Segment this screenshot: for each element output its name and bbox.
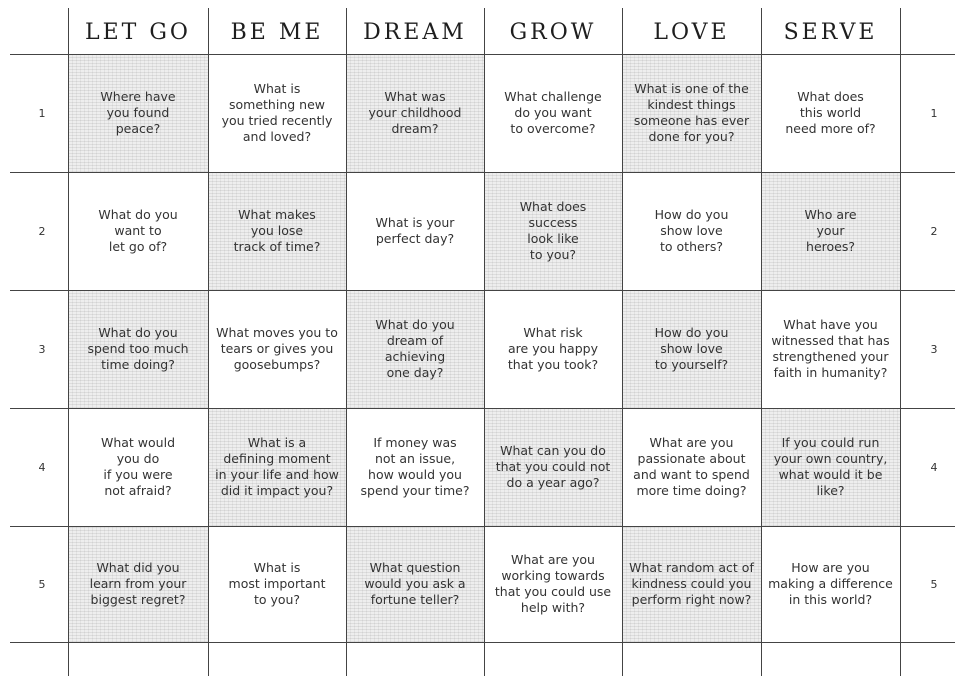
question-text: What are you working towards that you could use help with?: [494, 552, 612, 615]
question-cell: [208, 526, 346, 642]
column-header: DREAM: [363, 19, 467, 45]
question-cell: [484, 172, 622, 290]
question-cell: [484, 526, 622, 642]
question-cell: [208, 172, 346, 290]
question-text: What is one of the kindest things someone has ever done for you?: [633, 81, 750, 144]
question-text: What do you dream of achieving one day?: [375, 317, 455, 380]
grid-line-horizontal: [10, 54, 955, 55]
question-text: What have you witnessed that has strengthened your faith in humanity?: [771, 317, 890, 380]
question-cell: [622, 408, 761, 526]
question-text: How do you show love to others?: [654, 207, 729, 254]
question-cell: [68, 54, 208, 172]
question-text: Who are your heroes?: [804, 207, 857, 254]
question-cell: [68, 172, 208, 290]
question-text: What do you spend too much time doing?: [87, 325, 189, 372]
grid-line-vertical: [68, 8, 69, 676]
grid-line-vertical: [761, 8, 762, 676]
grid-line-horizontal: [10, 172, 955, 173]
question-text: If money was not an issue, how would you spend your time?: [360, 435, 470, 498]
question-text: What does this world need more of?: [785, 89, 876, 136]
column-header: BE ME: [230, 19, 324, 45]
question-cell: [761, 290, 900, 408]
question-cell: [622, 526, 761, 642]
question-text: What risk are you happy that you took?: [507, 325, 599, 372]
question-cell: [346, 408, 484, 526]
question-cell: [622, 290, 761, 408]
question-text: Where have you found peace?: [100, 89, 176, 136]
question-text: What can you do that you could not do a year ago?: [495, 443, 611, 490]
question-text: What did you learn from your biggest regret?: [89, 560, 187, 607]
grid-line-horizontal: [10, 408, 955, 409]
question-cell: [68, 408, 208, 526]
row-number-left: 4: [38, 460, 46, 474]
column-header: GROW: [509, 19, 597, 45]
question-text: What was your childhood dream?: [368, 89, 462, 136]
question-text: What moves you to tears or gives you goosebumps?: [216, 325, 338, 372]
grid-line-horizontal: [10, 642, 955, 643]
column-header: LET GO: [85, 19, 191, 45]
question-text: How are you making a difference in this world?: [768, 560, 893, 607]
grid-line-horizontal: [10, 290, 955, 291]
row-number-left: 5: [38, 577, 46, 591]
question-cell: [346, 54, 484, 172]
question-cell: [346, 526, 484, 642]
row-number-left: 3: [38, 342, 46, 356]
row-number-right: 5: [930, 577, 938, 591]
question-cell: [622, 172, 761, 290]
question-cell: [484, 290, 622, 408]
question-text: How do you show love to yourself?: [654, 325, 729, 372]
column-header: SERVE: [783, 19, 878, 45]
question-cell: [68, 290, 208, 408]
question-text: What random act of kindness could you perform right now?: [629, 560, 754, 607]
question-text: What challenge do you want to overcome?: [504, 89, 602, 136]
question-cell: [208, 54, 346, 172]
grid-line-vertical: [622, 8, 623, 676]
question-cell: [346, 172, 484, 290]
question-cell: [761, 54, 900, 172]
question-text: What does success look like to you?: [519, 199, 587, 262]
question-cell: [208, 290, 346, 408]
question-text: What makes you lose track of time?: [233, 207, 321, 254]
question-cell: [761, 526, 900, 642]
question-cell: [761, 172, 900, 290]
grid-line-vertical: [208, 8, 209, 676]
question-text: What are you passionate about and want to spend more time doing?: [633, 435, 750, 498]
row-number-right: 4: [930, 460, 938, 474]
question-cell: [208, 408, 346, 526]
row-number-right: 3: [930, 342, 938, 356]
question-cell: [622, 54, 761, 172]
question-text: What would you do if you were not afraid?: [100, 435, 176, 498]
question-cell: [761, 408, 900, 526]
row-number-right: 1: [930, 106, 938, 120]
grid-line-vertical: [346, 8, 347, 676]
question-text: What question would you ask a fortune teller?: [364, 560, 466, 607]
grid-line-vertical: [900, 8, 901, 676]
grid-line-vertical: [484, 8, 485, 676]
question-text: What is something new you tried recently and loved?: [221, 81, 333, 144]
question-text: What is most important to you?: [228, 560, 326, 607]
column-header: LOVE: [653, 19, 730, 45]
question-cell: [484, 408, 622, 526]
question-cell: [484, 54, 622, 172]
grid-line-horizontal: [10, 526, 955, 527]
row-number-right: 2: [930, 224, 938, 238]
question-text: What is a defining moment in your life and how did it impact you?: [215, 435, 339, 498]
question-text: What is your perfect day?: [375, 215, 455, 246]
question-text: What do you want to let go of?: [98, 207, 178, 254]
question-cell: [68, 526, 208, 642]
question-text: If you could run your own country, what would it be like?: [773, 435, 888, 498]
row-number-left: 1: [38, 106, 46, 120]
row-number-left: 2: [38, 224, 46, 238]
question-cell: [346, 290, 484, 408]
